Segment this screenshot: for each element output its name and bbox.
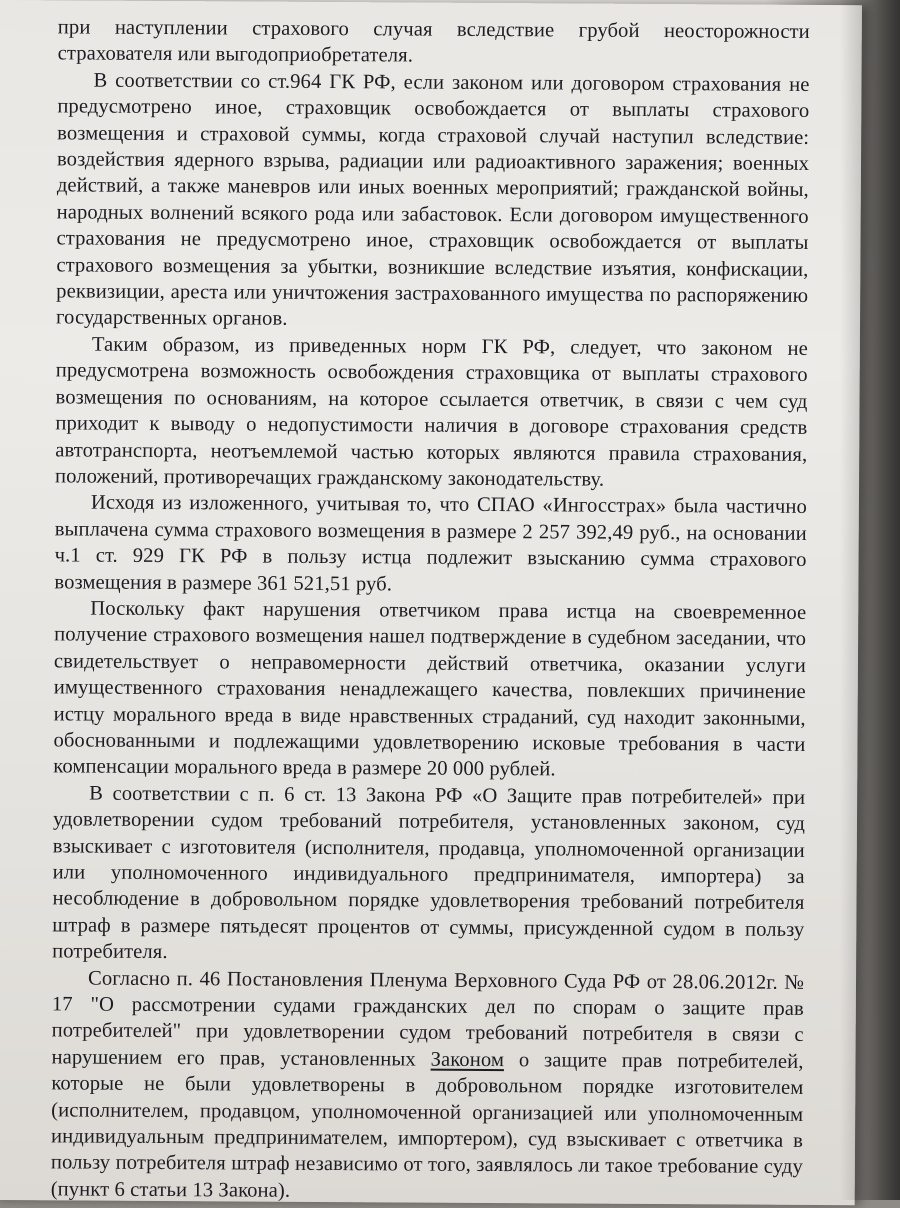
document-text (51, 14, 810, 1207)
paragraph-plenum-text-start: Согласно п. 46 Постановления Пленума Верховного Суда РФ от 28.06.2012г. № 17 "О рассмотрении судами гражданских дел по спорам о защите прав потребителей" при удовлетворении судом требований потребителя в связи с нарушением его прав, установленных (51, 967, 805, 1071)
paragraph-moral-damage: Поскольку факт нарушения ответчиком права истца на своевременное получение страхового возмещения нашел подтверждение в судебном заседании, что свидетельствует о неправомерности действий ответчика, оказании услуги имущественного страхования ненадлежащего качества, повлекших причинение истцу морального вреда в виде нравственных страданий, суд находит законными, обоснованными и подлежащими удовлетворению исковые требования в части компенсации морального вреда в размере 20 000 рублей. (53, 597, 807, 781)
paragraph-plenum-text-end: о защите прав потребителей, которые не были удовлетворены в добровольном порядке изготовителем (исполнителем, продавцом, уполномоченной организацией или уполномоченным индивидуальным предпринимателем, импортером), суд взыскивает с ответчика в пользу потребителя штраф независимо от того, заявлялось ли такое требование суду (пункт 6 статьи 13 Закона). (50, 1048, 804, 1202)
paragraph-art-964: В соответствии со ст.964 ГК РФ, если законом или договором страхования не предусмотрено иное, страховщик освобождается от выплаты страхового возмещения и страховой суммы, когда страховой случай наступил вследствие: воздействия ядерного взрыва, радиации или радиоактивного заражения; военных действий, а также маневров или иных военных мероприятий; гражданской войны, народных волнений всякого рода или забастовок. Если договором имущественного страхования не предусмотрено иное, страховщик освобождается от выплаты страхового возмещения за убытки, возникшие вследствие изъятия, конфискации, реквизиции, ареста или уничтожения застрахованного имущества по распоряжению государственных органов. (55, 69, 810, 331)
paragraph-conclusion: Таким образом, из приведенных норм ГК РФ, следует, что законом не предусмотрена возможность освобождения страховщика от выплаты страхового возмещения по основаниям, на которое ссылается ответчик, в связи с чем суд приходит к выводу о недопустимости наличия в договоре страхования средств автотранспорта, неотъемлемой частью которых являются правила страхования, положений, противоречащих гражданскому законодательству. (55, 333, 808, 491)
paragraph-continuation: при наступлении страхового случая вследствие грубой неосторожности страхователя или выгодоприобретателя. (57, 16, 810, 67)
paragraph-consumer-law: В соответствии с п. 6 ст. 13 Закона РФ «О Защите прав потребителей» при удовлетворении судом требований потребителя, установленных законом, суд взыскивает с изготовителя (исполнителя, продавца, уполномоченной организации или уполномоченного индивидуального предпринимателя, импортера) за несоблюдение в добровольном порядке удовлетворения требований потребителя штраф в размере пятьдесят процентов от суммы, присужденной судом в пользу потребителя. (52, 782, 806, 964)
paragraph-insurance-amount: Исходя из изложенного, учитывая то, что СПАО «Ингосстрах» была частично выплачена сумма страхового возмещения в размере 2 257 392,49 руб., на основании ч.1 ст. 929 ГК РФ в пользу истца подлежит взысканию сумма страхового возмещения в размере 361 521,51 руб. (54, 491, 807, 595)
law-link[interactable]: Законом (430, 1048, 505, 1071)
paragraph-plenum-resolution (51, 965, 804, 1207)
